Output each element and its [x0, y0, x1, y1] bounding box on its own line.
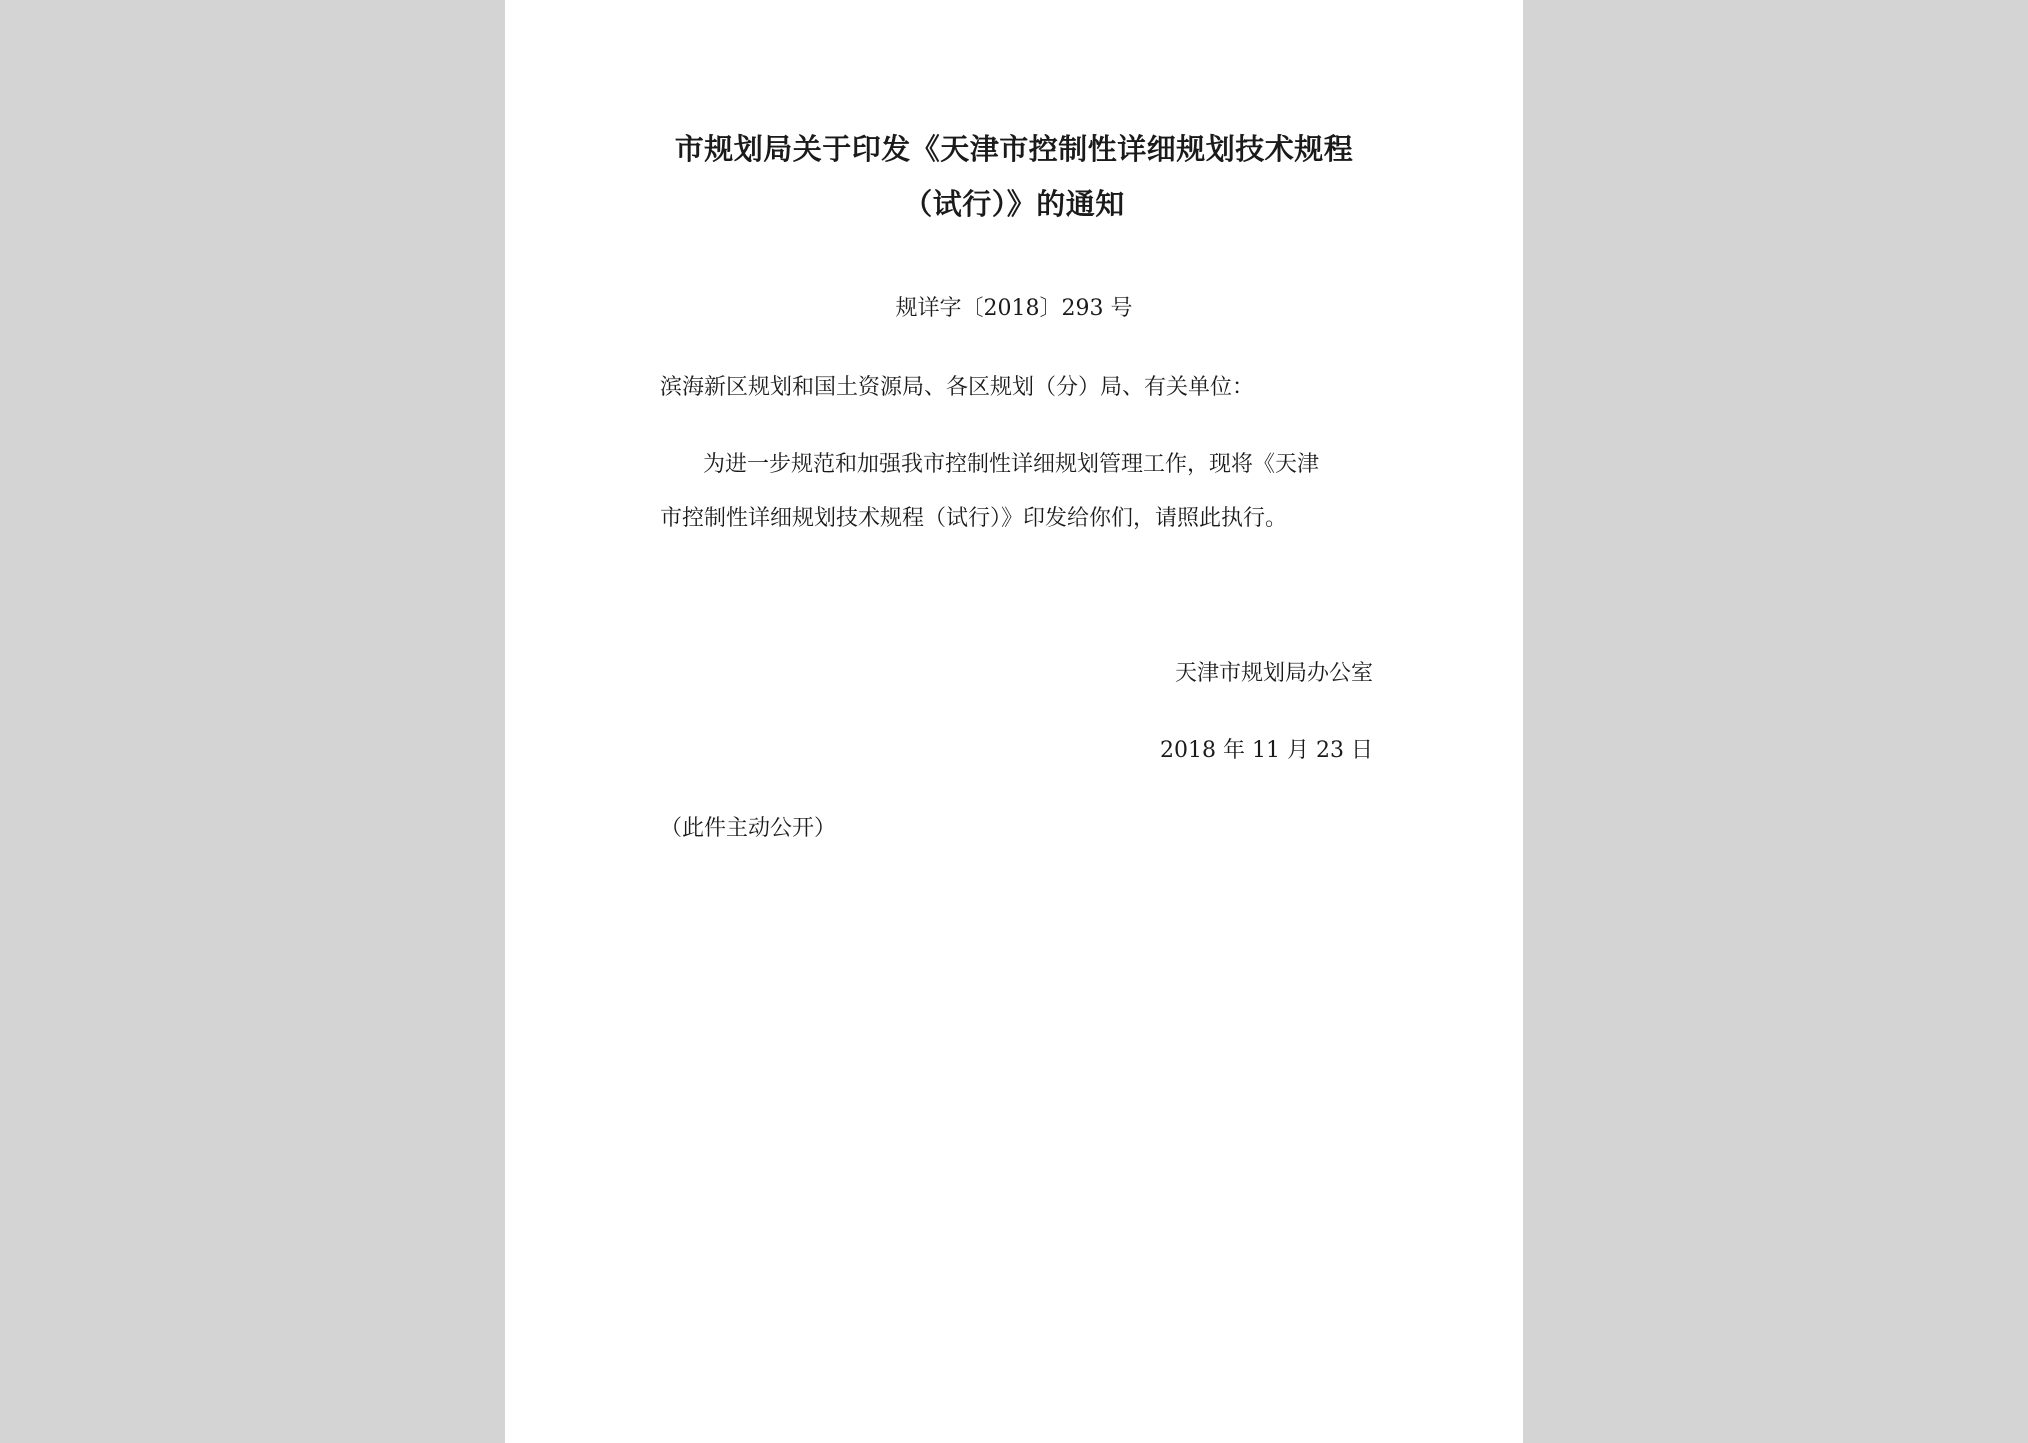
body-paragraph-line-1: 为进一步规范和加强我市控制性详细规划管理工作，现将《天津 [703, 452, 1320, 477]
document-title-line-2: （试行）》的通知 [903, 187, 1125, 221]
document-number: 规详字〔2018〕293 号 [895, 296, 1133, 321]
document-title-line-1: 市规划局关于印发《天津市控制性详细规划技术规程 [674, 132, 1354, 166]
issuing-office: 天津市规划局办公室 [1174, 661, 1373, 686]
body-paragraph-line-2: 市控制性详细规划技术规程（试行）》印发给你们，请照此执行。 [660, 506, 1288, 531]
issue-date: 2018 年 11 月 23 日 [1160, 738, 1373, 763]
addressee: 滨海新区规划和国土资源局、各区规划（分）局、有关单位： [660, 375, 1255, 400]
disclosure-note: （此件主动公开） [660, 816, 837, 841]
document-page [505, 0, 1523, 1443]
